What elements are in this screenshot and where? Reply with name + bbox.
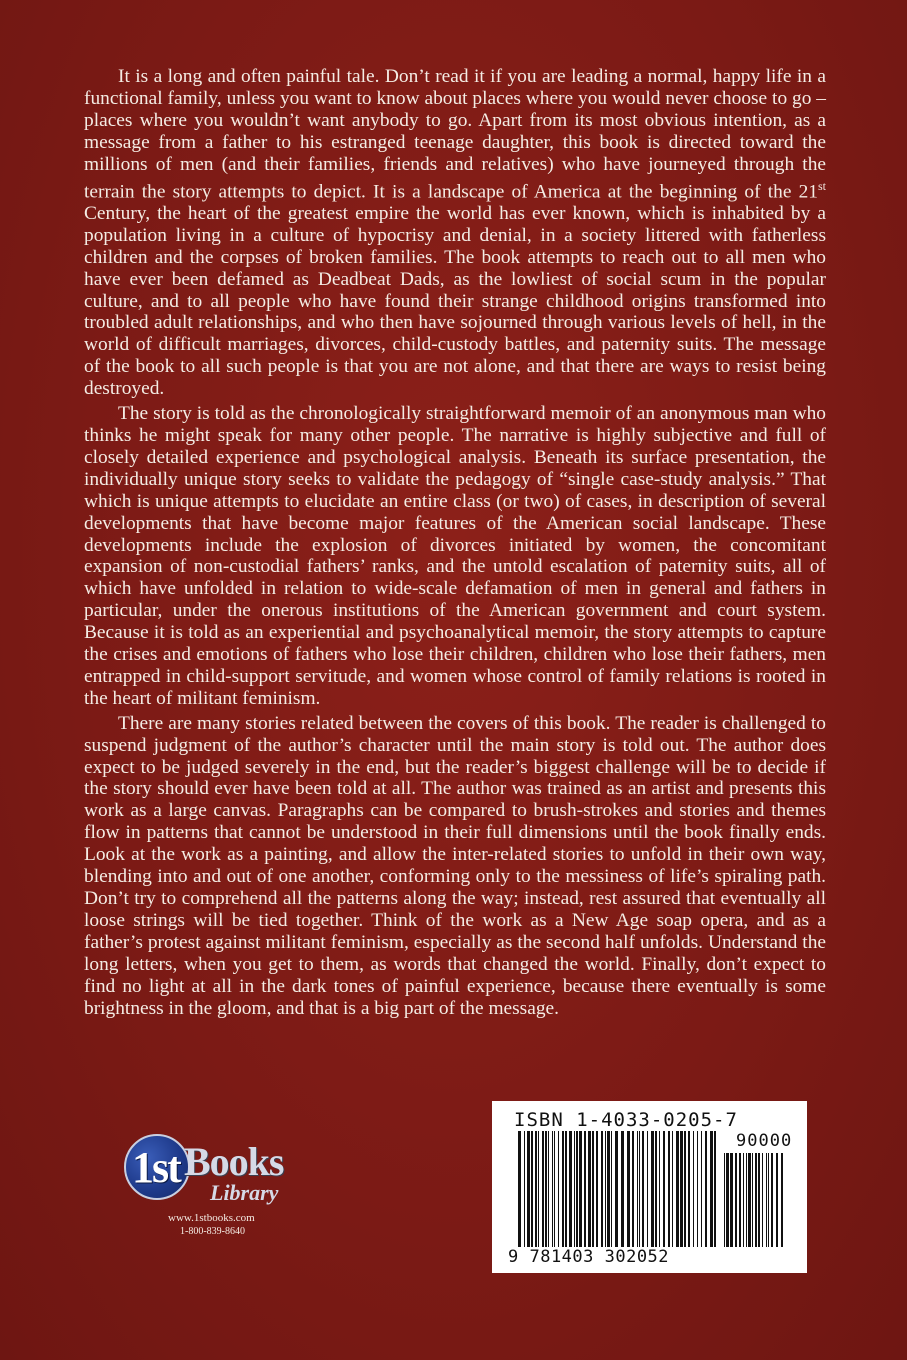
logo-library-text: Library — [210, 1180, 279, 1205]
publisher-phone: 1-800-839-8640 — [180, 1226, 245, 1237]
price-code: 90000 — [736, 1131, 793, 1151]
addon-barcode-icon — [724, 1153, 784, 1247]
blurb-paragraph-3: There are many stories related between the covers of this book. The reader is challenged to suspend judgment of the author’s character until the main story is told out. The author does expect to be judged severely in the end, but the reader’s biggest challenge will be to decide if the story should ever have been told at all. The author was trained as an artist and presents this work as a large canvas. Paragraphs can be compared to brush-strokes and stories and themes flow in patterns that cannot be understood in their full dimensions until the book finally ends. Look at the work as a painting, and allow the inter-related stories to unfold in their own way, blending into and out of one another, conforming only to the messiness of life’s spiraling path. Don’t try to comprehend all the patterns along the way; instead, rest assured that eventually all loose strings will be tied together. Think of the work as a New Age soap opera, and as a father’s protest against militant feminism, especially as the second half unfolds. Understand the long letters, when you get to them, as words that changed the world. Finally, don’t expect to find no light at all in the dark tones of painful experience, because there eventually is some brightness in the gloom, and that is a big part of the message. — [84, 712, 826, 1019]
isbn-label: ISBN 1-4033-0205-7 — [514, 1109, 738, 1131]
logo-number: 1st — [132, 1143, 180, 1192]
ordinal-superscript: st — [817, 178, 826, 193]
publisher-url: www.1stbooks.com — [168, 1212, 255, 1224]
ean-digits: 9 781403 302052 — [508, 1247, 670, 1267]
blurb-paragraph-1 — [84, 66, 826, 400]
logo-books-text: Books — [184, 1139, 284, 1184]
publisher-logo — [118, 1128, 328, 1238]
blurb-paragraph-1-part-b: Century, the heart of the greatest empire the world has ever known, which is inhabited by a population living in a culture of hypocrisy and denial, in a society littered with fatherless children and the corpses of broken families. The book attempts to reach out to all men who have ever been defamed as Deadbeat Dads, as the lowliest of social scum in the popular culture, and to all people who have found their strange childhood origins transformed into troubled adult relationships, and who then have sojourned through various levels of hell, in the world of difficult marriages, divorces, child-custody battles, and paternity suits. The message of the book to all such people is that you are not alone, and that there are ways to resist being destroyed. — [84, 202, 826, 400]
blurb-paragraph-1-part-a: It is a long and often painful tale. Don’t read it if you are leading a normal, happy life in a functional family, unless you want to know about places where you would never choose to go – places where you wouldn’t want anybody to go. Apart from its most obvious intention, as a message from a father to his estranged teenage daughter, this book is directed toward the millions of men (and their families, friends and relatives) who have journeyed through the terrain the story attempts to depict. It is a landscape of America at the beginning of the 21 — [84, 66, 826, 202]
isbn-barcode-box — [492, 1101, 807, 1273]
back-cover-blurb — [84, 66, 826, 1019]
ean-barcode-icon — [518, 1131, 718, 1247]
blurb-paragraph-2: The story is told as the chronologically straightforward memoir of an anonymous man who thinks he might speak for many other people. The narrative is highly subjective and full of closely detailed experience and psychological analysis. Beneath its surface presentation, the individually unique story seeks to validate the pedagogy of “single case-study analysis.” That which is unique attempts to elucidate an entire class (or two) of cases, in description of several developments that have become major features of the American social landscape. These developments include the explosion of divorces initiated by women, the concomitant expansion of non-custodial fathers’ ranks, and the untold escalation of paternity suits, all of which have unfolded in relation to wide-scale defamation of men in general and fathers in particular, under the onerous institutions of the American government and court system. Because it is told as an experiential and psychoanalytical memoir, the story attempts to capture the crises and emotions of fathers who lose their children, children who lose their fathers, men entrapped in child-support servitude, and women whose control of family relations is rooted in the heart of militant feminism. — [84, 403, 826, 709]
